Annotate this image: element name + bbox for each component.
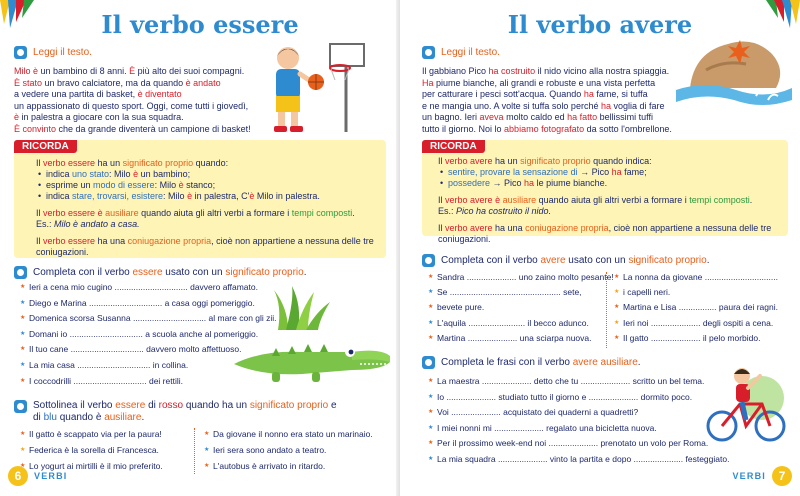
text-line: Il gabbiano Pico ha costruito il nido vicino alla nostra spiaggia. bbox=[422, 66, 670, 76]
read-heading: Leggi il testo. bbox=[33, 47, 92, 58]
exercise-item[interactable]: ★ Voi ..................... acquistato dei quaderni a quadretti? bbox=[428, 405, 728, 421]
exercise-item[interactable]: ★ I coccodrilli ............................... dei rettili. bbox=[20, 374, 280, 390]
exercise-item[interactable]: ★ Il gatto è scappato via per la paura! bbox=[20, 426, 190, 442]
reading-passage bbox=[422, 66, 682, 136]
exercise-item[interactable]: ★ Il gatto ..................... il pelo morbido. bbox=[614, 331, 794, 346]
exercise-item[interactable]: ★ Domani io ............................... a scuola anche al pomeriggio. bbox=[20, 327, 280, 343]
exercise-item[interactable]: ★ Martina e Lisa ................ paura dei ragni. bbox=[614, 300, 794, 315]
book-icon bbox=[14, 46, 27, 59]
text-line: tutto il giorno. Noi lo abbiamo fotografato da sotto l'ombrellone. bbox=[422, 123, 672, 134]
text-line: Il verbo essere ha un significato proprio quando: bbox=[36, 158, 229, 168]
exercise-item[interactable]: ★ Lo yogurt ai mirtilli è il mio preferito. bbox=[20, 458, 190, 474]
book-icon bbox=[422, 46, 435, 59]
text-line: è in palestra a giocare con la sua squadra. bbox=[14, 112, 184, 123]
text-line: Il verbo essere è ausiliare quando aiuta gli altri verbi a formare i tempi composti. bbox=[36, 208, 355, 218]
cyclist-illustration bbox=[700, 364, 792, 444]
exercise-item[interactable]: ★ Martina ..................... una sciarpa nuova. bbox=[428, 331, 610, 346]
page-footer bbox=[8, 466, 74, 486]
text-line: Il verbo avere ha un significato proprio quando indica: bbox=[438, 156, 652, 166]
exercise-item[interactable]: ★ La maestra ..................... detto che tu ..................... scritto un bel tema. bbox=[428, 374, 728, 390]
column-divider bbox=[606, 272, 607, 348]
text-line: • indica stare, trovarsi, esistere: Milo è in palestra, C'è Milo in palestra. bbox=[36, 191, 376, 202]
exercise-item[interactable]: ★ Il tuo cane ............................... davvero molto affettuoso. bbox=[20, 342, 280, 358]
read-instruction bbox=[422, 46, 500, 59]
exercise-1-heading: Completa con il verbo essere usato con un significato proprio. bbox=[33, 267, 307, 278]
book-icon bbox=[422, 356, 435, 369]
column-divider bbox=[194, 428, 195, 474]
text-line: Es.: Pico ha costruito il nido. bbox=[438, 206, 552, 216]
text-line: • possedere → Pico ha le piume bianche. bbox=[438, 178, 778, 189]
page-number: 7 bbox=[772, 466, 792, 486]
ricorda-label: RICORDA bbox=[422, 140, 485, 153]
ricorda-text bbox=[438, 156, 778, 245]
text-line: Milo è un bambino di 8 anni. È più alto dei suoi compagni. bbox=[14, 66, 245, 76]
book-icon bbox=[422, 254, 435, 267]
exercise-2-heading: Completa le frasi con il verbo avere ausiliare. bbox=[441, 357, 641, 368]
exercise-2-instruction bbox=[422, 356, 641, 369]
footer-label: VERBI bbox=[732, 471, 766, 481]
text-line: e ne mangia uno. A volte si tuffa solo perché ha voglia di fare bbox=[422, 100, 665, 111]
text-line: Il verbo avere ha una coniugazione propria, cioè non appartiene a nessuna delle tre bbox=[438, 223, 772, 233]
ricorda-text bbox=[36, 158, 376, 258]
ricorda-box bbox=[422, 140, 788, 244]
exercise-2-list bbox=[428, 374, 728, 468]
exercise-item[interactable]: ★ Ieri noi ..................... degli ospiti a cena. bbox=[614, 316, 794, 331]
exercise-item[interactable]: ★ Sandra ..................... uno zaino molto pesante! bbox=[428, 270, 610, 285]
text-line: • sentire, provare la sensazione di → Pico ha fame; bbox=[438, 167, 778, 178]
text-line: È convinto che da grande diventerà un campione di basket! bbox=[14, 123, 251, 134]
exercise-item[interactable]: ★ L'aquila ........................ il becco adunco. bbox=[428, 316, 610, 331]
exercise-2-heading: Sottolinea il verbo essere di rosso quando ha un significato proprio e di blu quando è ausiliare. bbox=[33, 400, 337, 423]
text-line: Es.: Milo è andato a casa. bbox=[36, 219, 140, 229]
basketball-boy-illustration bbox=[258, 36, 378, 136]
text-line: per catturare i pesci sott'acqua. Quando ha fame, si tuffa bbox=[422, 89, 648, 100]
exercise-item[interactable]: ★ Per il prossimo week-end noi ..................... prenotato un volo per Roma. bbox=[428, 436, 728, 452]
text-line: un bagno. Ieri aveva molto caldo ed ha fatto bellissimi tuffi bbox=[422, 112, 654, 123]
exercise-2-column-2 bbox=[204, 426, 394, 474]
rock-wave-illustration bbox=[676, 30, 792, 114]
exercise-item[interactable]: ★ Domenica scorsa Susanna ............................... al mare con gli zii. bbox=[20, 311, 280, 327]
exercise-1-instruction bbox=[422, 254, 710, 267]
book-icon bbox=[14, 400, 27, 413]
footer-label: VERBI bbox=[34, 471, 68, 481]
text-line: È stato un bravo calciatore, ma da quando è andato bbox=[14, 77, 221, 88]
page-title: Il verbo avere bbox=[507, 10, 693, 39]
page-title: Il verbo essere bbox=[101, 10, 299, 39]
read-heading: Leggi il testo. bbox=[441, 47, 500, 58]
exercise-item[interactable]: ★ Io ..................... studiato tutto il giorno e ..................... dormito poco. bbox=[428, 390, 728, 406]
exercise-item[interactable]: ★ Da giovane il nonno era stato un marinaio. bbox=[204, 426, 394, 442]
grass-illustration bbox=[272, 286, 332, 330]
crocodile-illustration bbox=[232, 330, 392, 386]
exercise-1-heading: Completa con il verbo avere usato con un significato proprio. bbox=[441, 255, 710, 266]
exercise-item[interactable]: ★ La nonna da giovane ............................... bbox=[614, 270, 794, 285]
text-line: • indica uno stato: Milo è un bambino; bbox=[36, 169, 376, 180]
exercise-2-instruction bbox=[14, 400, 384, 424]
exercise-item[interactable]: ★ L'autobus è arrivato in ritardo. bbox=[204, 458, 394, 474]
page-right bbox=[400, 0, 800, 496]
page-footer bbox=[726, 466, 792, 486]
exercise-item[interactable]: ★ Ieri a cena mio cugino ............................... davvero affamato. bbox=[20, 280, 280, 296]
text-line: Il verbo essere ha una coniugazione propria, cioè non appartiene a nessuna delle tre bbox=[36, 236, 374, 246]
text-line: un appassionato di questo sport. Oggi, come tutti i giovedì, bbox=[14, 100, 249, 111]
exercise-item[interactable]: ★ La mia casa ............................... in collina. bbox=[20, 358, 280, 374]
ricorda-label: RICORDA bbox=[14, 140, 77, 153]
exercise-1-column-1 bbox=[428, 270, 614, 346]
exercise-item[interactable]: ★ Diego e Marina ............................... a casa oggi pomeriggio. bbox=[20, 296, 280, 312]
text-line: coniugazioni. bbox=[36, 247, 89, 257]
exercise-item[interactable]: ★ i capelli neri. bbox=[614, 285, 794, 300]
exercise-item[interactable]: ★ La mia squadra ..................... vinto la partita e dopo ..................... festeggiato. bbox=[428, 452, 728, 468]
text-line: Ha piume bianche, ali grandi e robuste e una vista perfetta bbox=[422, 77, 656, 88]
ricorda-box bbox=[14, 140, 386, 258]
book-icon bbox=[14, 266, 27, 279]
read-instruction bbox=[14, 46, 92, 59]
text-line: coniugazioni. bbox=[438, 234, 491, 244]
exercise-item[interactable]: ★ Ieri sera sono andato a teatro. bbox=[204, 442, 394, 458]
exercise-1-column-2 bbox=[614, 270, 794, 346]
reading-passage bbox=[14, 66, 254, 136]
page-number: 6 bbox=[8, 466, 28, 486]
exercise-item[interactable]: ★ I miei nonni mi ..................... regalato una bicicletta nuova. bbox=[428, 421, 728, 437]
exercise-item[interactable]: ★ Se ............................................... sete, bbox=[428, 285, 610, 300]
text-line: a vedere una partita di basket, è diventato bbox=[14, 89, 182, 100]
exercise-item[interactable]: ★ bevete pure. bbox=[428, 300, 610, 315]
exercise-item[interactable]: ★ Federica è la sorella di Francesca. bbox=[20, 442, 190, 458]
text-line: Il verbo avere è ausiliare quando aiuta gli altri verbi a formare i tempi composti. bbox=[438, 195, 753, 205]
text-line: • esprime un modo di essere: Milo è stanco; bbox=[36, 180, 376, 191]
exercise-1-instruction bbox=[14, 266, 307, 279]
